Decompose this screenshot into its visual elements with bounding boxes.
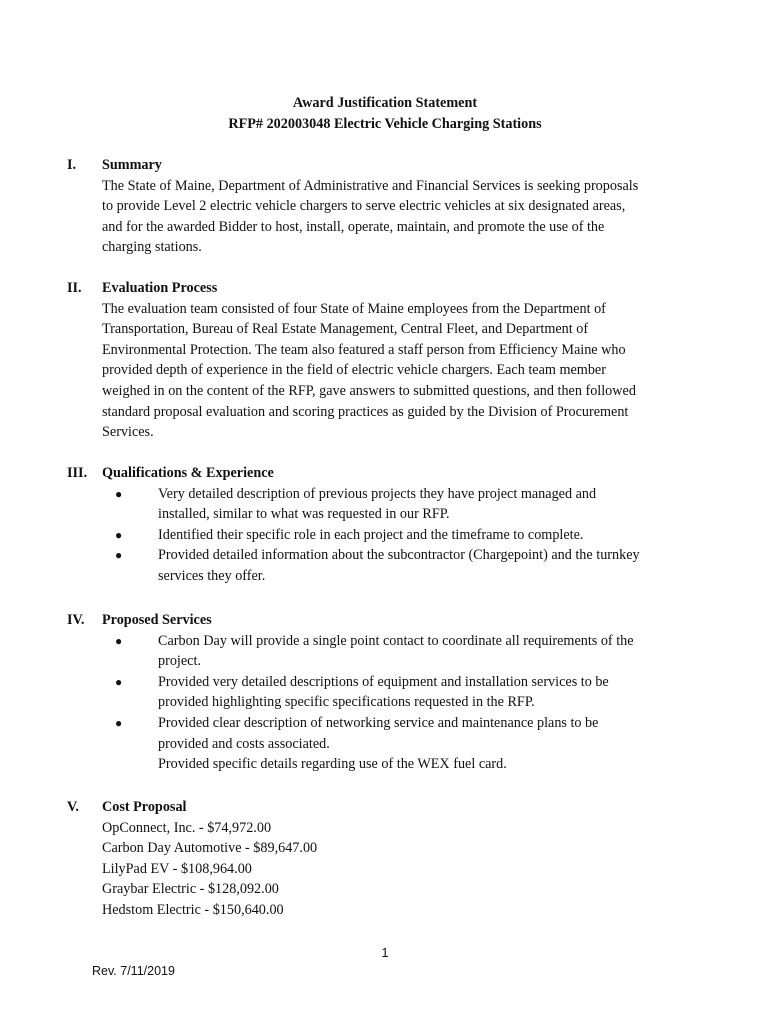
section-qualifications <box>67 463 687 587</box>
bullet-line: installed, similar to what was requested in our RFP. <box>158 506 450 523</box>
body-line: weighed in on the content of the RFP, gave answers to submitted questions, and then followed <box>102 382 636 399</box>
bullet-icon: ● <box>115 674 123 689</box>
bullet-line: Very detailed description of previous projects they have project managed and <box>158 485 597 502</box>
cost-line: Hedstom Electric - $150,640.00 <box>102 901 284 918</box>
section-body <box>67 176 687 258</box>
revision-date: Rev. 7/11/2019 <box>92 964 175 978</box>
list-item <box>102 525 687 546</box>
section-evaluation-process <box>67 278 687 443</box>
section-heading <box>67 278 687 299</box>
extra-line: Provided specific details regarding use of the WEX fuel card. <box>158 756 507 773</box>
list-item <box>102 672 687 713</box>
section-cost-proposal <box>67 797 687 921</box>
section-heading <box>67 155 687 176</box>
bullet-text <box>158 672 687 713</box>
body-line: The State of Maine, Department of Administrative and Financial Services is seeking proposals <box>102 177 639 194</box>
bullet-list <box>67 631 687 755</box>
bullet-line: Provided very detailed descriptions of equipment and installation services to be <box>158 673 609 690</box>
section-number: I. <box>67 157 77 173</box>
bullet-line: services they offer. <box>158 567 266 584</box>
section-heading <box>67 797 687 818</box>
title-line-2: RFP# 202003048 Electric Vehicle Charging Stations <box>228 115 542 132</box>
bullet-icon: ● <box>115 633 123 648</box>
bullet-line: provided and costs associated. <box>158 735 330 752</box>
cost-line: Graybar Electric - $128,092.00 <box>102 881 279 898</box>
body-line: The evaluation team consisted of four State of Maine employees from the Department of <box>102 300 606 317</box>
section-summary <box>67 155 687 258</box>
bullet-icon: ● <box>115 548 123 563</box>
section-title: Evaluation Process <box>102 280 218 296</box>
section-heading <box>67 610 687 631</box>
section-title: Proposed Services <box>102 612 212 628</box>
bullet-line: Provided clear description of networking service and maintenance plans to be <box>158 714 599 731</box>
cost-line: Carbon Day Automotive - $89,647.00 <box>102 840 318 857</box>
section-title: Summary <box>102 157 162 173</box>
bullet-text <box>158 713 687 754</box>
body-line: standard proposal evaluation and scoring practices as guided by the Division of Procurement <box>102 403 629 420</box>
bullet-line: Provided detailed information about the subcontractor (Chargepoint) and the turnkey <box>158 547 640 564</box>
bullet-text <box>158 484 687 525</box>
list-item <box>102 545 687 586</box>
bullet-icon: ● <box>115 527 123 542</box>
cost-line: LilyPad EV - $108,964.00 <box>102 860 252 877</box>
document-title <box>0 93 770 134</box>
section-number: IV. <box>67 612 85 628</box>
body-line: Environmental Protection. The team also featured a staff person from Efficiency Maine who <box>102 341 626 358</box>
body-line: and for the awarded Bidder to host, install, operate, maintain, and promote the use of the <box>102 218 605 235</box>
section-number: II. <box>67 280 82 296</box>
bullet-icon: ● <box>115 715 123 730</box>
body-line: provided depth of experience in the field of electric vehicle chargers. Each team member <box>102 362 606 379</box>
section-number: V. <box>67 799 79 815</box>
section-proposed-services <box>67 610 687 775</box>
bullet-text <box>158 545 687 586</box>
title-line-1: Award Justification Statement <box>292 95 478 111</box>
cost-line: OpConnect, Inc. - $74,972.00 <box>102 819 272 836</box>
bullet-text <box>158 631 687 672</box>
list-item <box>102 484 687 525</box>
body-line: to provide Level 2 electric vehicle chargers to serve electric vehicles at six designated areas, <box>102 198 626 215</box>
bullet-line: provided highlighting specific specifications requested in the RFP. <box>158 694 535 711</box>
bullet-text <box>158 525 687 546</box>
section-body <box>67 299 687 443</box>
page-number: 1 <box>381 945 389 960</box>
body-line: Services. <box>102 424 154 441</box>
section-title: Cost Proposal <box>102 799 187 815</box>
section-title: Qualifications & Experience <box>102 465 274 481</box>
list-item <box>102 713 687 754</box>
body-line: charging stations. <box>102 239 202 256</box>
section-heading <box>67 463 687 484</box>
bullet-line: Carbon Day will provide a single point contact to coordinate all requirements of the <box>158 632 634 649</box>
list-item <box>102 631 687 672</box>
bullet-line: Identified their specific role in each project and the timeframe to complete. <box>158 526 584 543</box>
bullet-list <box>67 484 687 587</box>
section-number: III. <box>67 465 88 481</box>
bullet-icon: ● <box>115 486 123 501</box>
body-line: Transportation, Bureau of Real Estate Management, Central Fleet, and Department of <box>102 321 589 338</box>
cost-list <box>67 818 687 921</box>
bullet-line: project. <box>158 653 201 670</box>
